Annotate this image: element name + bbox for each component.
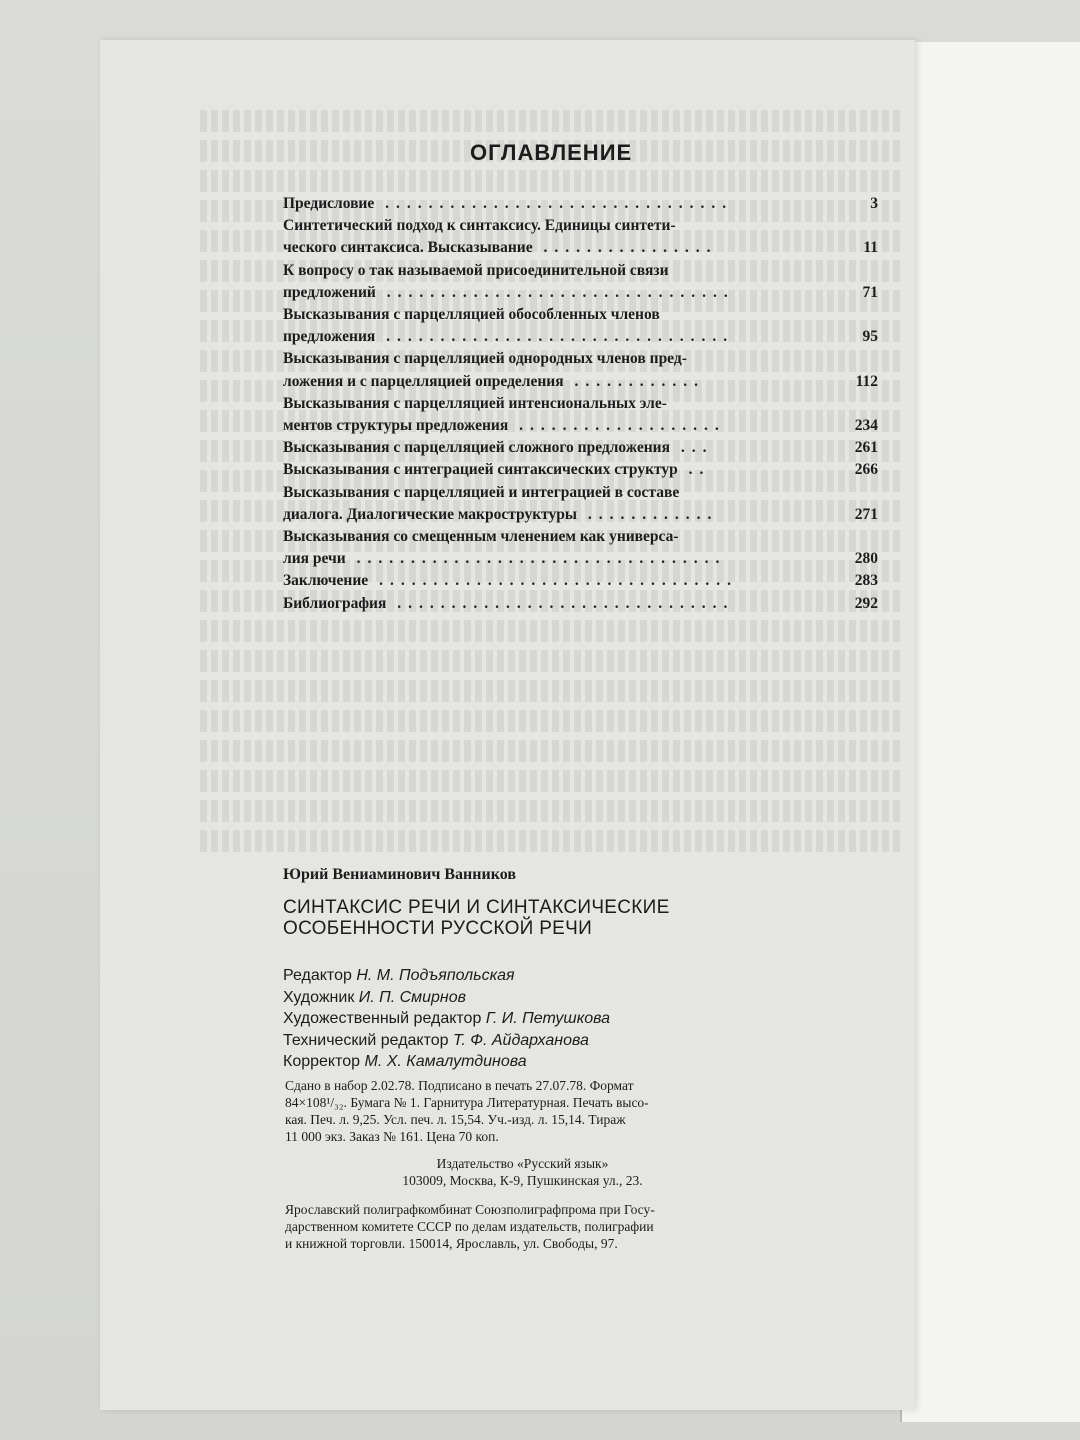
print-details-line: кая. Печ. л. 9,25. Усл. печ. л. 15,54. Уч.-изд. л. 15,14. Тираж xyxy=(285,1112,626,1127)
toc-entry xyxy=(283,260,878,304)
credit-line: Технический редактор Т. Ф. Айдарханова xyxy=(283,1031,589,1049)
toc-entry-title-line xyxy=(283,459,818,481)
print-details-line: 11 000 экз. Заказ № 161. Цена 70 коп. xyxy=(285,1129,499,1144)
book-title-line: СИНТАКСИС РЕЧИ И СИНТАКСИЧЕСКИЕ xyxy=(283,897,670,918)
toc-entry xyxy=(283,193,878,215)
toc-page-number: 280 xyxy=(854,550,878,568)
toc-entry-title-line: К вопросу о так называемой присоединительной связи xyxy=(283,261,669,279)
leader-dots: ................................ xyxy=(375,283,735,301)
toc-entry xyxy=(283,215,878,259)
printer-line: дарственном комитете СССР по делам издательств, полиграфии xyxy=(285,1219,654,1234)
toc-entry-title-text: Предисловие xyxy=(283,195,375,212)
toc-entry xyxy=(283,393,878,437)
facing-page xyxy=(900,42,1080,1422)
toc-entry-title-line xyxy=(283,548,818,570)
toc-entry-title-text: Заключение xyxy=(283,572,369,590)
toc-entry-title-line: Высказывания с парцелляцией однородных членов пред- xyxy=(283,350,687,368)
toc-entry-title-text: Высказывания с парцелляцией сложного предложения xyxy=(283,439,670,457)
toc-entry-title-line xyxy=(283,593,818,615)
toc-page-number: 261 xyxy=(854,439,878,457)
publisher-line: 103009, Москва, К-9, Пушкинская ул., 23. xyxy=(402,1173,643,1188)
toc-entry-title-text: ложения и с парцелляцией определения xyxy=(283,372,564,390)
credits xyxy=(283,965,610,1073)
toc-entry-title-line xyxy=(283,504,818,526)
credit-line: Художник И. П. Смирнов xyxy=(283,988,466,1006)
publisher-line: Издательство «Русский язык» xyxy=(436,1156,609,1171)
leader-dots: ... xyxy=(669,439,714,457)
toc-page-number: 3 xyxy=(870,195,878,212)
toc-entry-title-line: Высказывания с парцелляцией интенсиональных эле- xyxy=(283,394,667,412)
toc-entry xyxy=(283,526,878,570)
print-details-line: 84×108¹/₃₂. Бумага № 1. Гарнитура Литературная. Печать высо- xyxy=(285,1095,649,1110)
leader-dots: ................ xyxy=(532,239,718,257)
toc-entry-title-line xyxy=(283,326,818,348)
toc-entry-title-text: лия речи xyxy=(283,550,346,568)
credit-line: Корректор М. Х. Камалутдинова xyxy=(283,1053,527,1070)
toc-entry-title-text: Библиография xyxy=(283,594,387,612)
toc-page-number: 234 xyxy=(854,417,878,435)
toc-entry-title-text: ческого синтаксиса. Высказывание xyxy=(283,239,533,257)
toc-page-number: 112 xyxy=(855,372,878,390)
leader-dots: ............ xyxy=(563,372,705,390)
toc-entry xyxy=(283,348,878,392)
toc-entry-title-text: ментов структуры предложения xyxy=(283,417,509,435)
toc-entry-title-text: диалога. Диалогические макроструктуры xyxy=(283,505,578,523)
toc-entry xyxy=(283,304,878,348)
table-of-contents xyxy=(283,193,878,615)
toc-entry-title-line xyxy=(283,282,818,304)
toc-page-number: 71 xyxy=(862,283,878,301)
credit-line: Художественный редактор Г. И. Петушкова xyxy=(283,1010,611,1027)
toc-entry-title-line xyxy=(283,371,818,393)
print-details-line: Сдано в набор 2.02.78. Подписано в печать 27.07.78. Формат xyxy=(285,1078,634,1093)
leader-dots: ................................. xyxy=(368,572,738,590)
printer-info xyxy=(285,1201,810,1252)
leader-dots: .. xyxy=(677,461,711,479)
toc-entry-title-line xyxy=(283,415,818,437)
toc-entry xyxy=(283,593,878,615)
toc-heading: ОГЛАВЛЕНИЕ xyxy=(470,140,633,165)
leader-dots: ................................ xyxy=(375,328,735,346)
toc-entry xyxy=(283,482,878,526)
publisher-info xyxy=(285,1155,760,1189)
toc-entry-title-text: предложений xyxy=(283,283,376,301)
toc-entry-title-line: Высказывания со смещенным членением как универса- xyxy=(283,528,679,546)
toc-entry-title-text: Высказывания с интеграцией синтаксических структур xyxy=(283,461,678,479)
credit-line: Редактор Н. М. Подъяпольская xyxy=(283,967,515,984)
toc-page-number: 11 xyxy=(863,239,878,257)
toc-page-number: 292 xyxy=(854,594,878,612)
toc-entry xyxy=(283,459,878,481)
printer-line: и книжной торговли. 150014, Ярославль, ул. Свободы, 97. xyxy=(285,1236,618,1251)
toc-entry-title-line xyxy=(283,237,818,259)
toc-entry-title-line xyxy=(283,193,818,215)
print-details xyxy=(285,1077,760,1145)
toc-page-number: 283 xyxy=(854,572,878,590)
toc-page-number: 266 xyxy=(854,461,878,479)
book-title-line: ОСОБЕННОСТИ РУССКОЙ РЕЧИ xyxy=(283,918,593,939)
leader-dots: ................... xyxy=(508,417,726,435)
toc-entry-title-line: Высказывания с парцелляцией и интеграцией в составе xyxy=(283,483,680,501)
leader-dots: ............................... xyxy=(386,594,735,612)
toc-entry xyxy=(283,437,878,459)
toc-entry-title-line: Синтетический подход к синтаксису. Единицы синтети- xyxy=(283,217,676,235)
toc-entry-title-line xyxy=(283,570,818,592)
leader-dots: ................................ xyxy=(374,195,734,212)
toc-entry-title-line: Высказывания с парцелляцией обособленных членов xyxy=(283,306,660,324)
toc-page-number: 95 xyxy=(862,328,878,346)
toc-entry-title-text: предложения xyxy=(283,328,376,346)
printer-line: Ярославский полиграфкомбинат Союзполиграфпрома при Госу- xyxy=(285,1202,655,1217)
toc-page-number: 271 xyxy=(854,505,878,523)
leader-dots: .................................. xyxy=(345,550,727,568)
toc-entry-title-line xyxy=(283,437,818,459)
book-title xyxy=(283,897,763,939)
leader-dots: ............ xyxy=(577,505,719,523)
author-name: Юрий Вениаминович Ванников xyxy=(283,866,516,883)
toc-entry xyxy=(283,570,878,592)
